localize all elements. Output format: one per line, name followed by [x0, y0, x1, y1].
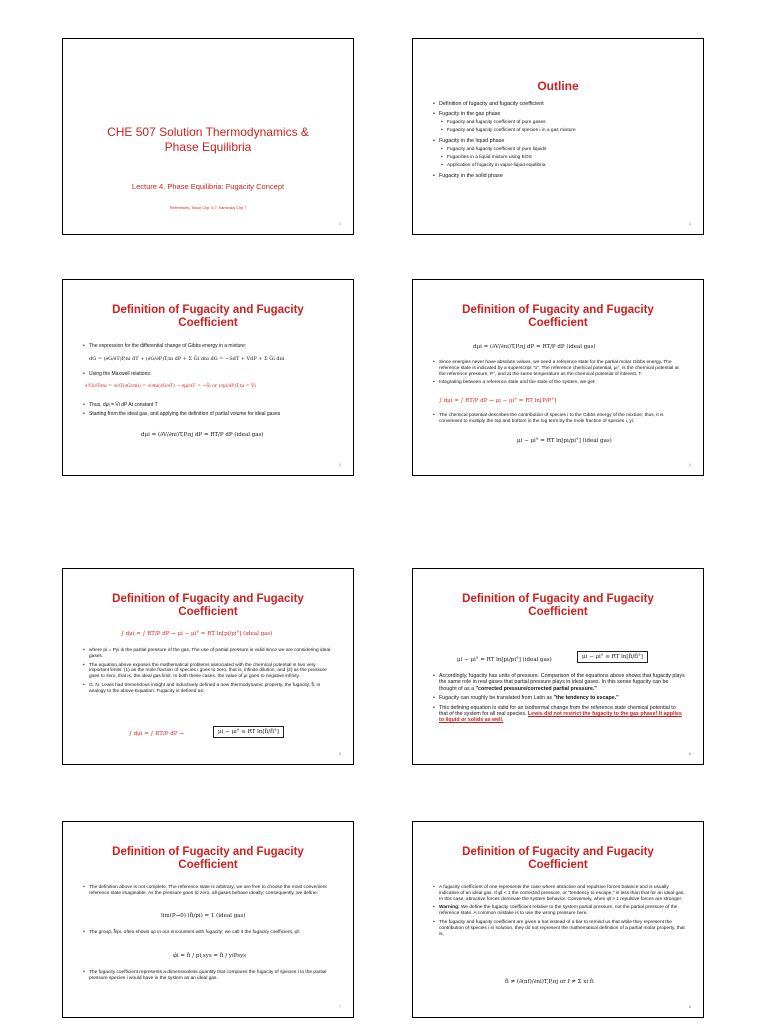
slide-3-body-2: [83, 371, 335, 380]
slide-7: [62, 821, 354, 1018]
slide-4-body: [433, 360, 685, 389]
slide-1-references: References: Tosun Chp. 5,7; Kaminsky Chp 7: [169, 206, 247, 210]
bullet: • Starting from the ideal gas, and applying the definition of partial volume for ideal gases: [83, 411, 335, 417]
bullet: • The group, f̂i/pi, often shows up in our encounters with fugacity; we call it the fugacity coefficient, φ̂i:: [83, 930, 335, 936]
slide-7-body-2: [83, 930, 335, 939]
page-number: 2: [688, 221, 691, 226]
outline-subitem: • Fugacity and fugacity coefficient of pure gases: [441, 119, 685, 126]
equation-fugacity-limit: lim(P→0) (f̂i/pi) = 1 (ideal gas): [161, 913, 246, 919]
slide-7-body-3: [83, 970, 335, 985]
equation-fugacity-box: μi − μi° ≡ RT ln[f̂i/f̂i°]: [577, 651, 648, 663]
slide-6: [412, 568, 704, 765]
slide-3-body: [83, 343, 335, 352]
bullet: • The fugacity coefficient represents a dimensionless quantity that compares the fugacity of species i to the partial pressure species i would have in the system as an ideal gas.: [83, 970, 335, 982]
slide-4: [412, 279, 704, 476]
bullet-bold-text: "corrected pressure/corrected partial pressure.": [475, 685, 597, 692]
slide-2: [412, 38, 704, 235]
page-number: 8: [688, 1004, 691, 1009]
equation-fugacity-definition-box: μi − μi° ≡ RT ln[f̂i/f̂i°]: [213, 726, 284, 738]
bullet: [433, 695, 685, 701]
bullet-text: This defining equation is valid for an isothermal change from the reference state chemical potential to that of the system for all real species.: [439, 704, 676, 718]
slide-3-body-3: [83, 402, 335, 420]
equation-mu-partial-pressure: μi − μi° = RT ln[pi/pi°] (ideal gas): [517, 438, 612, 444]
slide-title: Definition of Fugacity and Fugacity Coefficient: [462, 593, 654, 618]
bullet: • The expression for the differential change of Gibbs energy in a mixture:: [83, 343, 335, 349]
slide-4-body-2: [433, 413, 685, 428]
bullet: • Thus, dμi = V̄i dP At constant T: [83, 402, 335, 408]
bullet: • The chemical potential describes the contribution of species i to the Gibbs energy of the mixture; thus, it is convenient to multiply the top and bottom in the log term by the mole fraction of species i, yi:: [433, 413, 685, 425]
slide-1: [62, 38, 354, 235]
equation-ideal-gas-mu: μi − μi° = RT ln[pi/pi°] (ideal gas): [457, 657, 552, 663]
slide-1-title: CHE 507 Solution Thermodynamics & Phase Equilibria: [107, 125, 309, 154]
bullet: • A fugacity coefficient of one represents the case where attractive and repulsive forces balance and is usually indicative of an ideal gas. If φ̂i < 1 the corrected pressure, or "tendency to escape," is less than that for an ideal gas. In this case, attractive forces dominate the system behavior. Conversely, when φ̂i > 1 repulsive forces are stronger.: [433, 885, 685, 902]
equation-fugacity-definition-left: ∫ dμi = ∫ RT/P dP →: [129, 731, 184, 737]
page-number: 5: [338, 751, 341, 756]
outline-list: [433, 101, 685, 183]
bullet: • where pi = Pyi is the partial pressure of the gas. The use of partial pressure is valid since we are considering ideal gases.: [83, 648, 335, 660]
outline-item: • Fugacity in the liquid phase: [433, 138, 685, 145]
slide-2-title: Outline: [537, 79, 579, 93]
equation-gibbs-differential: dG = (∂G/∂T)P,ni dT + (∂G/∂P)T,ni dP + Σ Ḡi dni dG = −SdT + VdP + Σ Ḡi dni: [89, 356, 285, 362]
equation-maxwell: ∂²G/∂T∂ni = ∂/∂T(∂G/∂ni) = ∂/∂ni(∂G/∂T) → ∂μi/∂T = −S̄i or (∂μi/∂P)T,ni = V̄i: [85, 384, 256, 389]
slide-title: Definition of Fugacity and Fugacity Coefficient: [112, 593, 304, 618]
slide-7-body: [83, 885, 335, 900]
outline-item: • Fugacity in the gas phase: [433, 111, 685, 118]
outline-subitem: • Fugacities in a liquid mixture using EOS: [441, 154, 685, 161]
equation-ideal-gas-dmu: dμi = (∂V/∂ni)T,P,nj dP = RT/P dP (ideal gas): [473, 344, 596, 350]
slide-3: [62, 279, 354, 476]
bullet: [433, 905, 685, 917]
bullet: • The fugacity and fugacity coefficient are given a hat instead of a bar to remind us that while they represent the contribution of species i in solution, they do not represent the mathematical definition of a partial molar property, that is,: [433, 920, 685, 937]
bullet: • The definition above is not complete. The reference state is arbitrary; we are free to choose the most convenient reference state imaginable. As the pressure goes to zero, all gases behave ideally; consequently, we define:: [83, 885, 335, 897]
bullet: • Using the Maxwell relations:: [83, 371, 335, 377]
equation-integrated-mu: ∫ dμi = ∫ RT/P dP → μi − μi° = RT ln[P/P°]: [439, 398, 557, 404]
equation-fugacity-coefficient: φ̂i = f̂i / pi,sys = f̂i / yiPsys: [173, 953, 247, 959]
outline-subitem: • Fugacity and fugacity coefficient of species i in a gas mixture: [441, 127, 685, 134]
equation-integrated-mu: ∫ dμi = ∫ RT/P dP → μi − μi° = RT ln[pi/pi°] (ideal gas): [121, 631, 273, 637]
slide-title: Definition of Fugacity and Fugacity Coefficient: [462, 304, 654, 329]
outline-item: • Definition of fugacity and fugacity coefficient: [433, 101, 685, 108]
bullet-bold-text: Warning:: [439, 905, 460, 911]
slide-title: Definition of Fugacity and Fugacity Coefficient: [112, 846, 304, 871]
bullet: • G. N. Lewis had tremendous insight and inductively defined a new thermodynamic property, the fugacity, f̂i, in analogy to the above Equation. Fugacity is defined as:: [83, 683, 335, 695]
bullet-text: Accordingly, fugacity has units of pressure. Comparison of the equations above shows that fugacity plays the same role in real gases that partial pressure plays in ideal gases. In this sense fugacity can be thought of as a: [439, 673, 685, 692]
page-number: 4: [688, 462, 691, 467]
equation-partial-molar-inequality: f̂i ≠ (∂(nf)/∂ni)T,P,nj or f ≠ Σ xi f̂i: [505, 979, 594, 985]
outline-subitem: • Application of fugacity in vapor-liquid equilibria: [441, 162, 685, 169]
slide-6-body: [433, 673, 685, 727]
page-number: 1: [338, 221, 341, 226]
bullet: [433, 705, 685, 724]
slide-1-subtitle: Lecture 4. Phase Equilibria: Fugacity Concept: [131, 182, 285, 191]
equation-ideal-gas-dmu: dμi = (∂V/∂ni)T,P,nj dP = RT/P dP (ideal gas): [141, 432, 264, 438]
bullet-highlight-text: Lewis did not restrict the fugacity to the gas phase! It applies to liquid or solids as well.: [439, 711, 682, 724]
page-number: 6: [688, 751, 691, 756]
bullet: • The equation above exposes the mathematical problems associated with the chemical potential in two very important limits: (1) as the mole fraction of species i goes to zero, that is, infinite dilution, and (2) as the pressure goes to zero, that is, the ideal gas limit. In both these cases, the value of μi goes to negative infinity.: [83, 663, 335, 680]
slide-5: [62, 568, 354, 765]
page-number: 3: [338, 462, 341, 467]
bullet: • Integrating between a reference state and the state of the system, we get:: [433, 380, 685, 386]
bullet-bold-text: "the tendency to escape.": [553, 695, 619, 702]
bullet-text: We define the fugacity coefficient relative to the system partial pressure, not the partial pressure of the reference state. A common mistake is to use the wrong pressure here.: [439, 905, 678, 917]
slide-title: Definition of Fugacity and Fugacity Coefficient: [112, 304, 304, 329]
bullet: • Since energies never have absolute values, we need a reference state for the partial molar Gibbs energy. The reference state is indicated by a superscript "o". The reference chemical potential, μi°, is the chemical potential at the reference pressure, P°, and at the same temperature as the chemical potential of interest, T.: [433, 360, 685, 377]
outline-item: • Fugacity in the solid phase: [433, 173, 685, 180]
slide-8-body: [433, 885, 685, 940]
outline-subitem: • Fugacity and fugacity coefficient of pure liquids: [441, 146, 685, 153]
bullet: [433, 673, 685, 692]
slide-5-body: [83, 648, 335, 698]
page-number: 7: [338, 1004, 341, 1009]
slide-title: Definition of Fugacity and Fugacity Coefficient: [462, 846, 654, 871]
slide-8: [412, 821, 704, 1018]
bullet-text: Fugacity can roughly be translated from Latin as: [439, 695, 553, 702]
